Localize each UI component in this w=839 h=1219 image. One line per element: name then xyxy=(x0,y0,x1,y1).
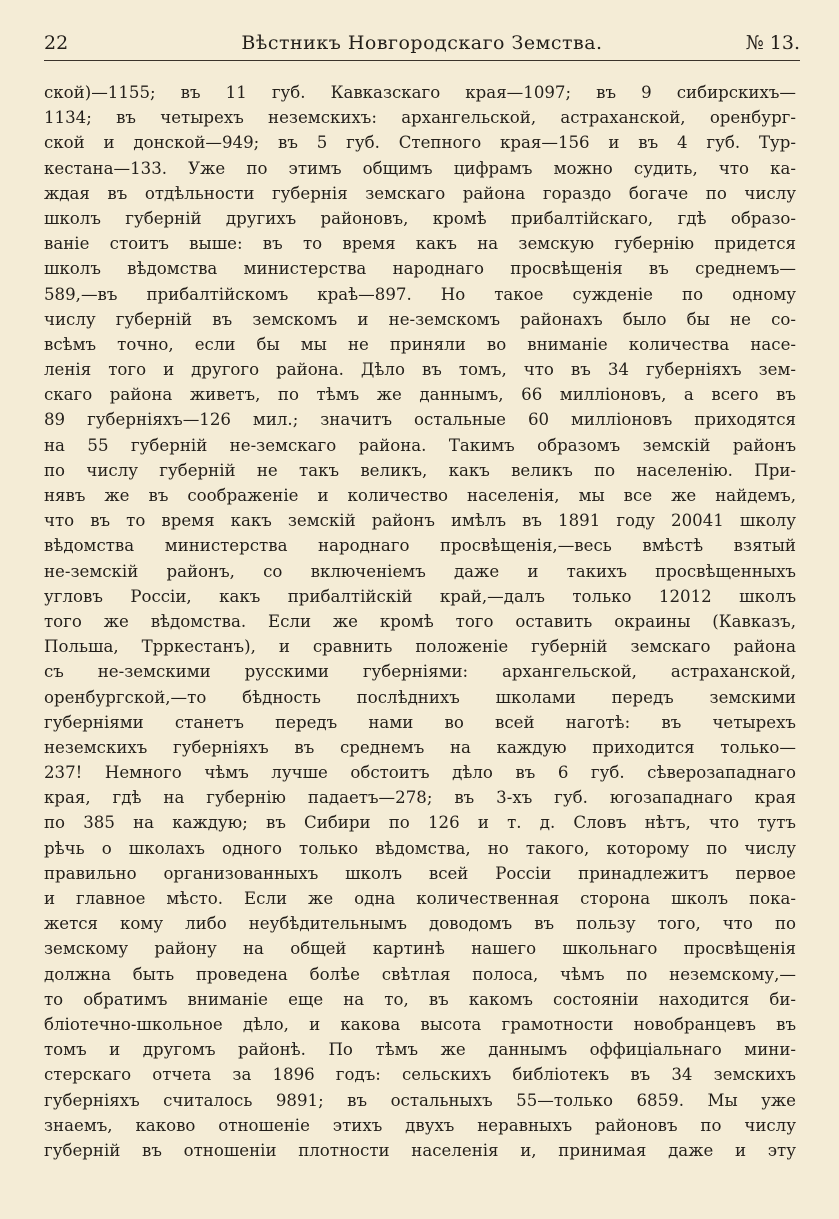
text-line: оренбургской,—то бѣдность послѣднихъ школами передъ земскими xyxy=(44,687,796,707)
text-line: школъ вѣдомства министерства народнаго просвѣщенія въ среднемъ— xyxy=(44,259,796,279)
text-line: Польша, Трркестанъ), и сравнить положеніе губерній земскаго района xyxy=(44,637,796,657)
text-line: неземскихъ губерніяхъ въ среднемъ на каждую приходится только— xyxy=(44,737,796,757)
text-line: знаемъ, каково отношеніе этихъ двухъ неравныхъ районовъ по числу xyxy=(44,1115,796,1135)
text-line: ваніе стоитъ выше: въ то время какъ на земскую губернію придется xyxy=(44,234,796,254)
text-line: и главное мѣсто. Если же одна количественная сторона школъ пока- xyxy=(44,889,796,908)
text-line: скаго района живетъ, по тѣмъ же даннымъ, 66 милліоновъ, а всего въ xyxy=(44,385,796,405)
page-number: 22 xyxy=(44,32,69,54)
running-title: Вѣстникъ Новгородскаго Земства. xyxy=(241,32,603,54)
text-line: земскому району на общей картинѣ нашего школьнаго просвѣщенія xyxy=(44,939,796,959)
text-line: на 55 губерній не-земскаго района. Такимъ образомъ земскій районъ xyxy=(44,435,796,455)
text-line: съ не-земскими русскими губерніями: архангельской, астраханской, xyxy=(44,662,796,682)
text-line: томъ и другомъ районѣ. По тѣмъ же даннымъ оффиціальнаго мини- xyxy=(44,1040,796,1060)
text-line: стерскаго отчета за 1896 годъ: сельскихъ библіотекъ въ 34 земскихъ xyxy=(44,1065,796,1085)
text-line: 1134; въ четырехъ неземскихъ: архангельской, астраханской, оренбург- xyxy=(44,108,796,128)
text-line: кестана—133. Уже по этимъ общимъ цифрамъ можно судить, что ка- xyxy=(44,158,796,178)
text-line: рѣчь о школахъ одного только вѣдомства, но такого, которому по числу xyxy=(44,838,796,858)
text-line: 589,—въ прибалтійскомъ краѣ—897. Но такое сужденіе по одному xyxy=(44,284,796,304)
text-line: по 385 на каждую; въ Сибири по 126 и т. д. Словъ нѣтъ, что тутъ xyxy=(44,813,796,833)
text-line: школъ губерній другихъ районовъ, кромѣ прибалтійскаго, гдѣ образо- xyxy=(44,208,796,228)
text-line: всѣмъ точно, если бы мы не приняли во вниманіе количества насе- xyxy=(44,334,796,354)
text-line: вѣдомства министерства народнаго просвѣщенія,—весь вмѣстѣ взятый xyxy=(44,536,796,556)
text-line: ской и донской—949; въ 5 губ. Степного края—156 и въ 4 губ. Тур- xyxy=(44,133,796,153)
text-line: ской)—1155; въ 11 губ. Кавказскаго края—1097; въ 9 сибирскихъ— xyxy=(44,83,796,102)
text-line: ждая въ отдѣльности губернія земскаго района гораздо богаче по числу xyxy=(44,183,796,203)
text-line: по числу губерній не такъ великъ, какъ великъ по населенію. При- xyxy=(44,460,796,480)
body-text xyxy=(44,80,796,1163)
header-rule xyxy=(44,60,800,61)
text-line: ленія того и другого района. Дѣло въ томъ, что въ 34 губерніяхъ зем- xyxy=(44,360,796,380)
issue-number: № 13. xyxy=(745,32,800,54)
text-line: 237! Немного чѣмъ лучше обстоитъ дѣло въ 6 губ. сѣверозападнаго xyxy=(44,763,796,783)
text-line: то обратимъ вниманіе еще на то, въ какомъ состояніи находится би- xyxy=(44,989,796,1009)
text-line: не-земскій районъ, со включеніемъ даже и такихъ просвѣщенныхъ xyxy=(44,561,796,581)
text-line: губерніями станетъ передъ нами во всей наготѣ: въ четырехъ xyxy=(44,712,796,732)
text-line: губерніяхъ считалось 9891; въ остальныхъ 55—только 6859. Мы уже xyxy=(44,1090,796,1110)
text-line: правильно организованныхъ школъ всей Россіи принадлежитъ первое xyxy=(44,863,796,883)
text-line: должна быть проведена болѣе свѣтлая полоса, чѣмъ по неземскому,— xyxy=(44,964,796,984)
text-line: что въ то время какъ земскій районъ имѣлъ въ 1891 году 20041 школу xyxy=(44,511,796,531)
text-line: губерній въ отношеніи плотности населенія и, принимая даже и эту xyxy=(44,1140,796,1160)
text-line: края, гдѣ на губернію падаетъ—278; въ 3-хъ губ. югозападнаго края xyxy=(44,788,796,808)
text-line: 89 губерніяхъ—126 мил.; значитъ остальные 60 милліоновъ приходятся xyxy=(44,410,796,430)
page-header xyxy=(44,29,800,57)
text-line: нявъ же въ соображеніе и количество населенія, мы все же найдемъ, xyxy=(44,486,796,505)
text-line: жется кому либо неубѣдительнымъ доводомъ въ пользу того, что по xyxy=(44,914,796,934)
text-line: числу губерній въ земскомъ и не-земскомъ районахъ было бы не со- xyxy=(44,309,796,329)
text-line: угловъ Россіи, какъ прибалтійскій край,—далъ только 12012 школъ xyxy=(44,586,796,606)
text-line: бліотечно-школьное дѣло, и какова высота грамотности новобранцевъ въ xyxy=(44,1014,796,1034)
text-line: того же вѣдомства. Если же кромѣ того оставить окраины (Кавказъ, xyxy=(44,611,796,631)
